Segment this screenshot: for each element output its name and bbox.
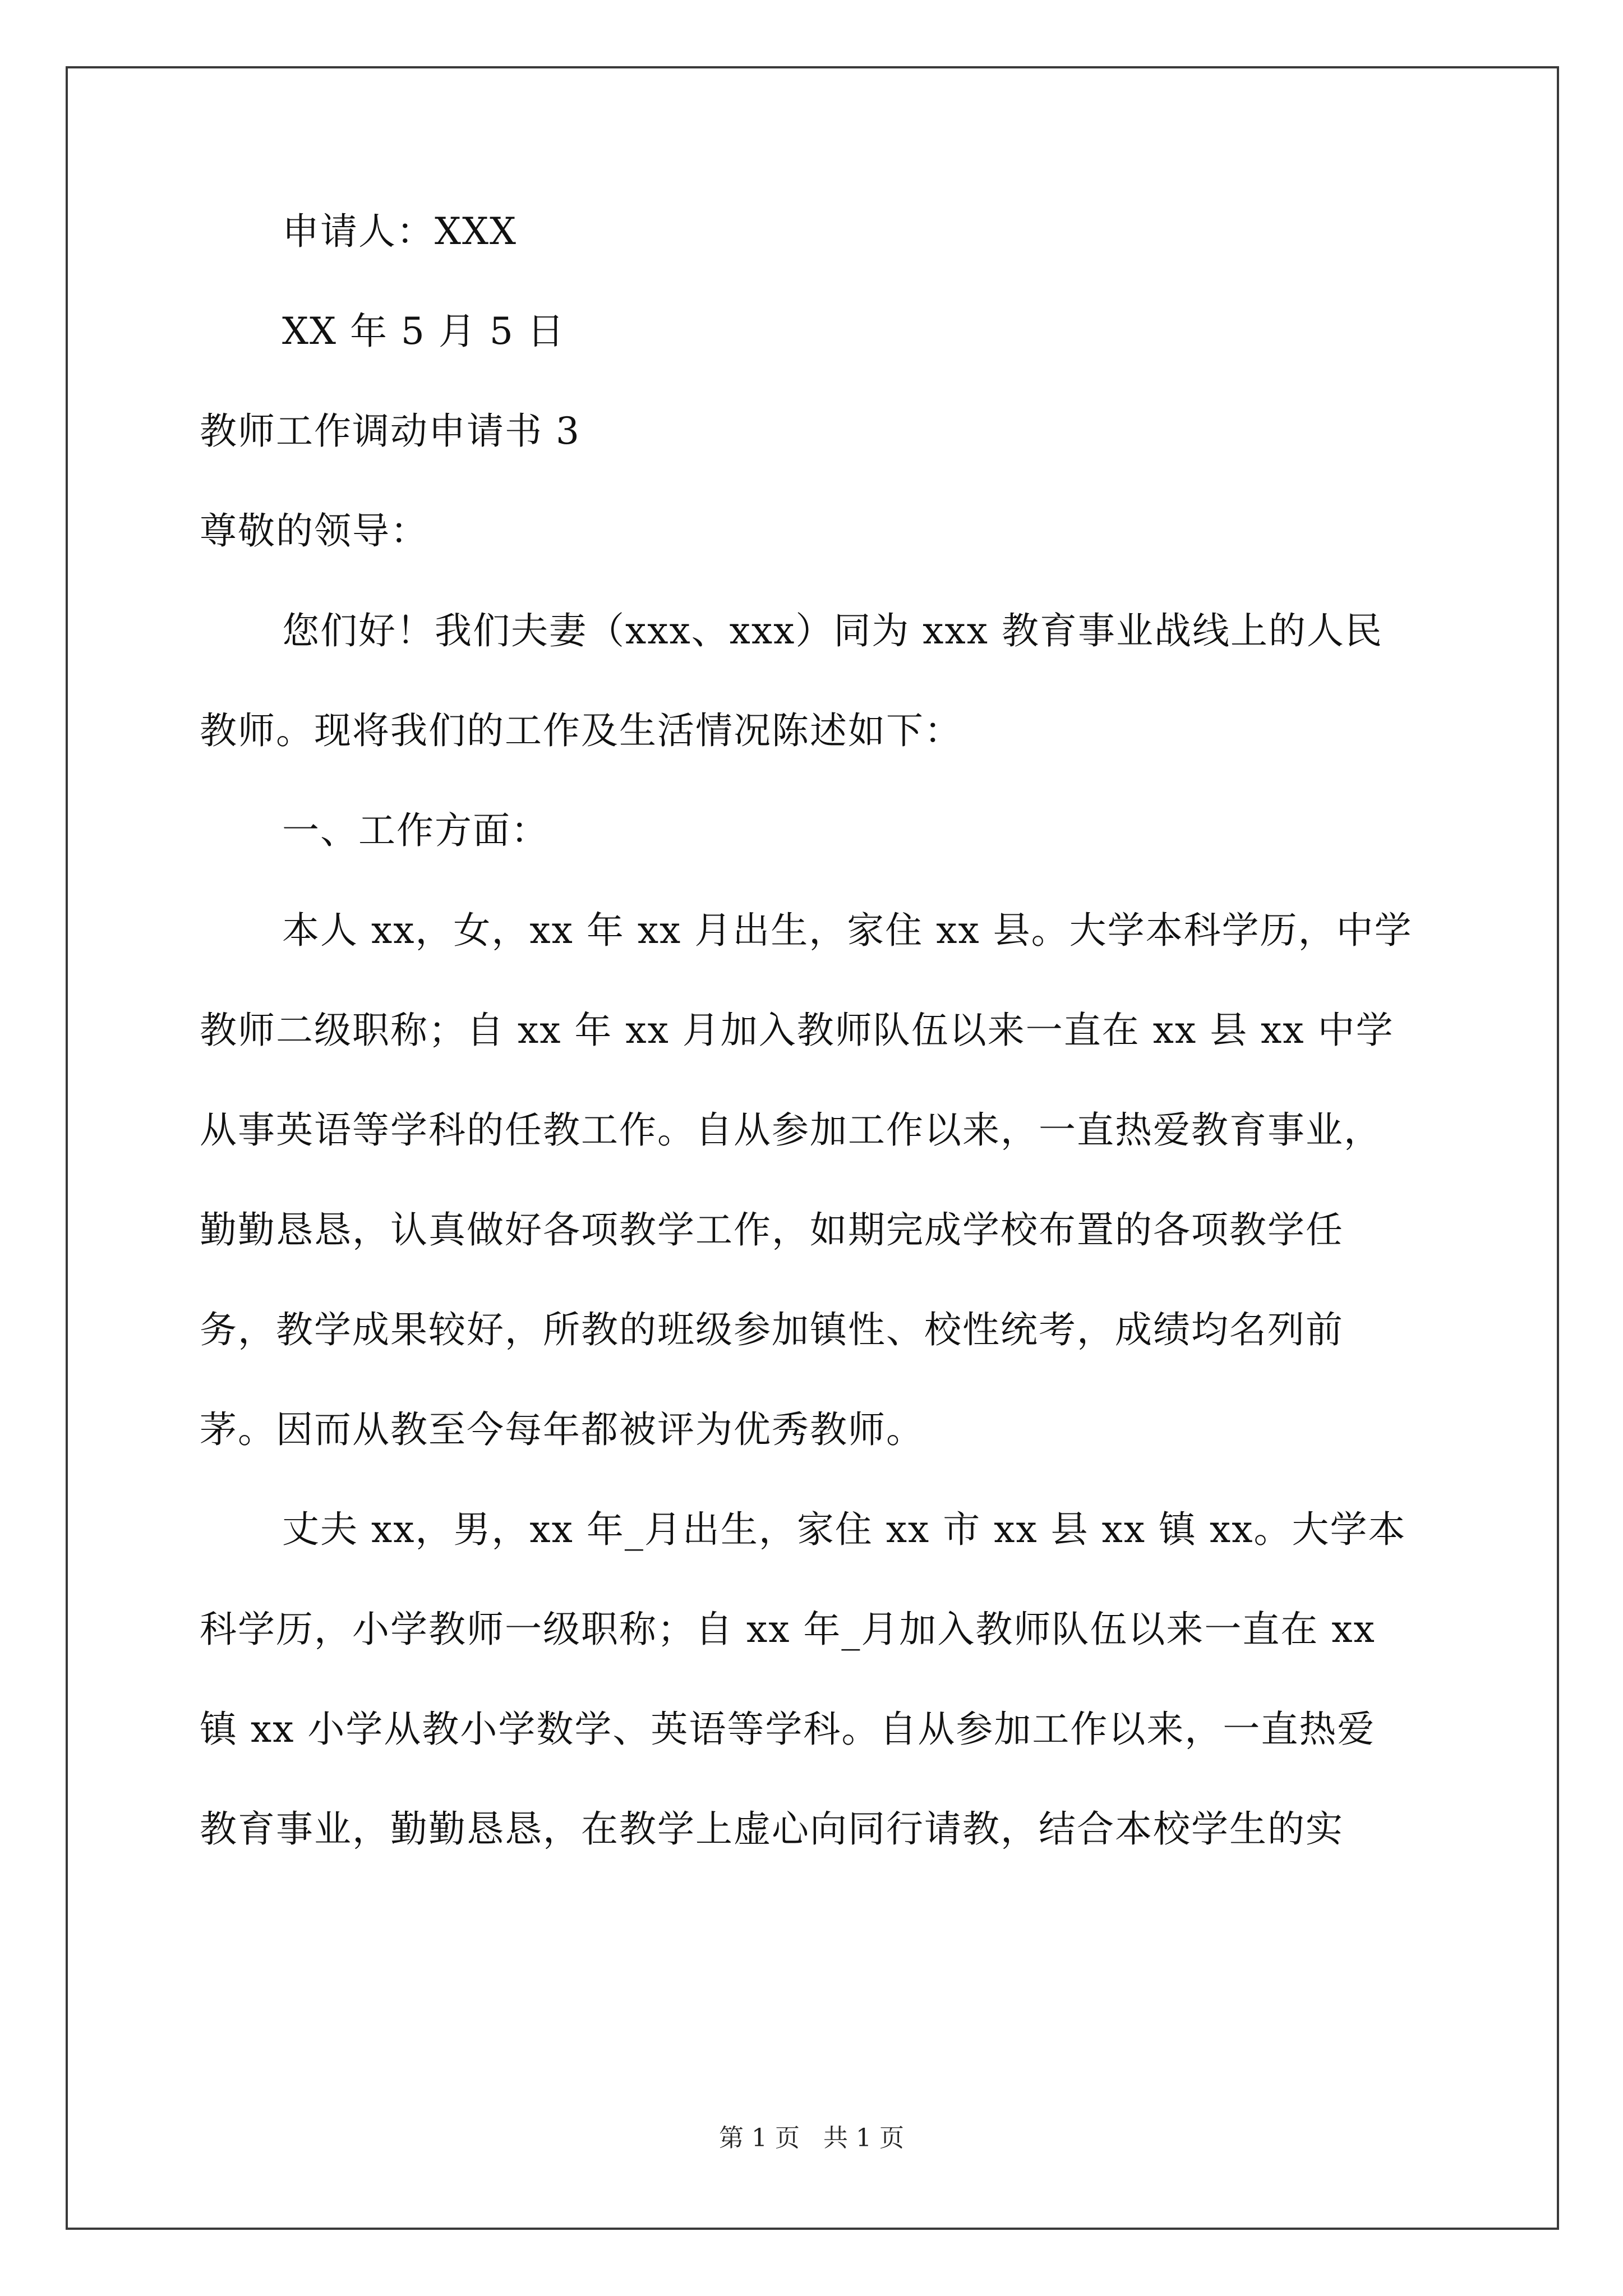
date-line: XX 年 5 月 5 日 bbox=[282, 310, 565, 353]
paragraph-line: 从事英语等学科的任教工作。自从参加工作以来，一直热爱教育事业， bbox=[200, 1108, 1382, 1152]
applicant-line: 申请人：XXX bbox=[282, 210, 517, 253]
paragraph-line: 镇 xx 小学从教小学数学、英语等学科。自从参加工作以来，一直热爱 bbox=[200, 1708, 1376, 1751]
paragraph-line: 教育事业，勤勤恳恳，在教学上虚心向同行请教，结合本校学生的实 bbox=[200, 1807, 1344, 1851]
page-number-footer: 第 1 页 共 1 页 bbox=[719, 2124, 904, 2152]
salutation: 尊敬的领导： bbox=[200, 509, 428, 553]
paragraph-line: 教师。现将我们的工作及生活情况陈述如下： bbox=[200, 709, 962, 752]
paragraph-line: 务，教学成果较好，所教的班级参加镇性、校性统考，成绩均名列前 bbox=[200, 1308, 1344, 1351]
document-title: 教师工作调动申请书 3 bbox=[200, 409, 580, 453]
paragraph-line: 科学历，小学教师一级职称；自 xx 年_月加入教师队伍以来一直在 xx bbox=[200, 1608, 1376, 1651]
paragraph-line: 本人 xx，女，xx 年 xx 月出生，家住 xx 县。大学本科学历，中学 bbox=[282, 909, 1413, 952]
paragraph-line: 教师二级职称；自 xx 年 xx 月加入教师队伍以来一直在 xx 县 xx 中学 bbox=[200, 1009, 1394, 1052]
paragraph-line: 您们好！我们夫妻（xxx、xxx）同为 xxx 教育事业战线上的人民 bbox=[282, 609, 1383, 652]
paragraph-line: 勤勤恳恳，认真做好各项教学工作，如期完成学校布置的各项教学任 bbox=[200, 1208, 1344, 1251]
paragraph-line: 茅。因而从教至今每年都被评为优秀教师。 bbox=[200, 1408, 924, 1451]
paragraph-line: 丈夫 xx，男，xx 年_月出生，家住 xx 市 xx 县 xx 镇 xx。大学本 bbox=[282, 1508, 1407, 1551]
section-heading: 一、工作方面： bbox=[282, 809, 549, 852]
